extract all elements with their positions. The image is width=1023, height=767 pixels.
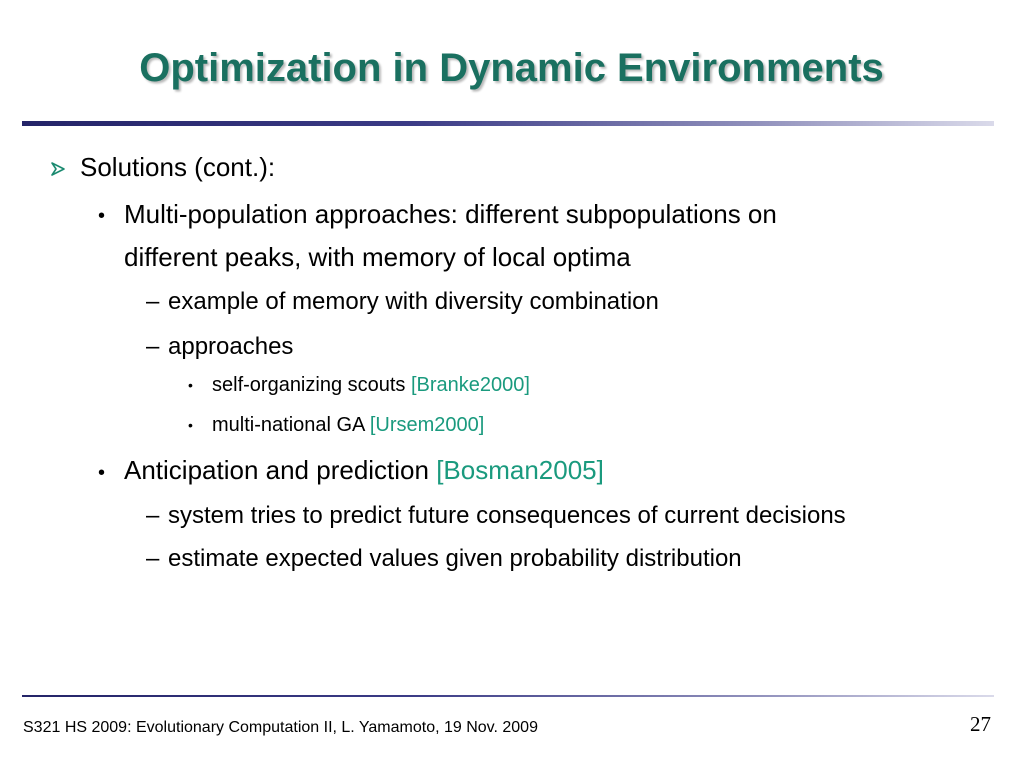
slide-title: Optimization in Dynamic Environments — [139, 46, 884, 90]
bullet-text: Anticipation and prediction — [124, 455, 437, 485]
dash-marker: – — [146, 333, 160, 360]
bullet-text: multi-national GA — [212, 414, 370, 436]
dash-marker: – — [146, 502, 160, 529]
reference-bosman2005: [Bosman2005] — [436, 455, 604, 485]
bullet-marker: • — [98, 205, 106, 227]
bullet-marker: • — [98, 462, 106, 484]
bullet-multi-national-ga — [212, 414, 484, 437]
bullet-multi-population-line2: different peaks, with memory of local optima — [124, 242, 631, 272]
reference-ursem2000: [Ursem2000] — [369, 414, 485, 436]
dash-marker: – — [146, 288, 160, 315]
bullet-marker: • — [188, 377, 193, 393]
bullet-marker: • — [188, 417, 193, 433]
bullet-solutions: Solutions (cont.): — [80, 152, 276, 182]
bullet-predict-consequences: system tries to predict future consequences of current decisions — [168, 502, 846, 529]
bullet-anticipation — [124, 455, 604, 486]
bullet-expected-values: estimate expected values given probability distribution — [168, 545, 742, 572]
footer-divider — [22, 695, 994, 697]
page-number: 27 — [970, 712, 991, 736]
title-divider — [22, 121, 994, 126]
bullet-multi-population-line1: Multi-population approaches: different subpopulations on — [124, 199, 777, 229]
bullet-memory-diversity: example of memory with diversity combination — [168, 288, 659, 315]
bullet-approaches: approaches — [168, 333, 294, 360]
arrow-bullet-icon — [50, 161, 66, 177]
reference-branke2000: [Branke2000] — [410, 374, 530, 396]
dash-marker: – — [146, 545, 160, 572]
footer-text: S321 HS 2009: Evolutionary Computation II, L. Yamamoto, 19 Nov. 2009 — [23, 719, 538, 736]
bullet-self-organizing-scouts — [212, 374, 530, 397]
bullet-text: self-organizing scouts — [212, 374, 411, 396]
